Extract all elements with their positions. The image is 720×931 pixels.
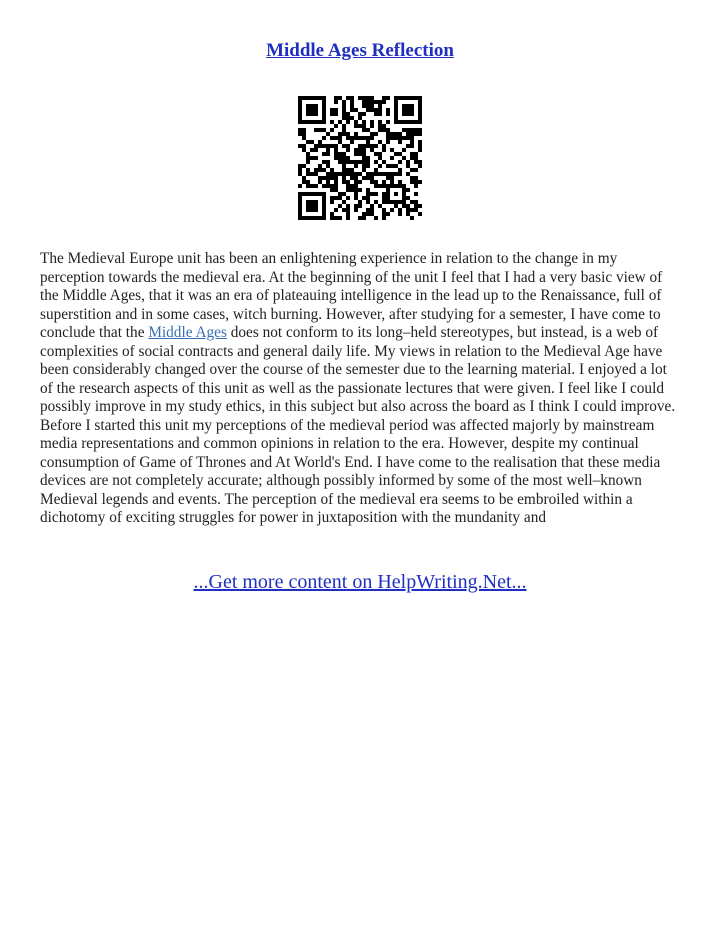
paragraph-2: Before I started this unit my perceptions of the medieval period was affected majorly by mainstream media representations and common opinions in relation to the era. However, despite my continual consumption of Game of Thrones and At World's End. I have come to the realisation that these media devices are not completely accurate; although possibly informed by some of the most well–known Medieval legends and events. The perception of the medieval era seems to be embroiled within a dichotomy of exciting struggles for power in juxtaposition with the mundanity and [40,416,661,526]
paragraph-1-text-start: The Medieval Europe unit has been an enlightening experience in relation to the change in my perception towards the medieval era. At the beginning of the unit I feel that I had a very basic view of the Middle Ages, that it was an era of plateauing intelligence in the lead up to the Renaissance, full of superstition and in some cases, witch burning. However, after studying for a semester, I have come to conclude that the [40,250,663,341]
middle-ages-link[interactable]: Middle Ages [148,324,227,341]
paragraph-1 [40,250,682,417]
get-more-content-link[interactable]: ...Get more content on HelpWriting.Net... [193,571,527,593]
article-body [40,250,682,528]
paragraph-1-text-end: does not conform to its long–held stereotypes, but instead, is a web of complexities of social contracts and general daily life. My views in relation to the Medieval Age have been considerably changed over the course of the semester due to the learning material. I enjoyed a lot of the research aspects of this unit as well as the passionate lectures that were given. I feel like I could possibly improve in my study ethics, in this subject but also across the board as I think I could improve. [40,324,676,415]
qr-code-icon [298,96,422,220]
page-title[interactable]: Middle Ages Reflection [266,40,454,61]
